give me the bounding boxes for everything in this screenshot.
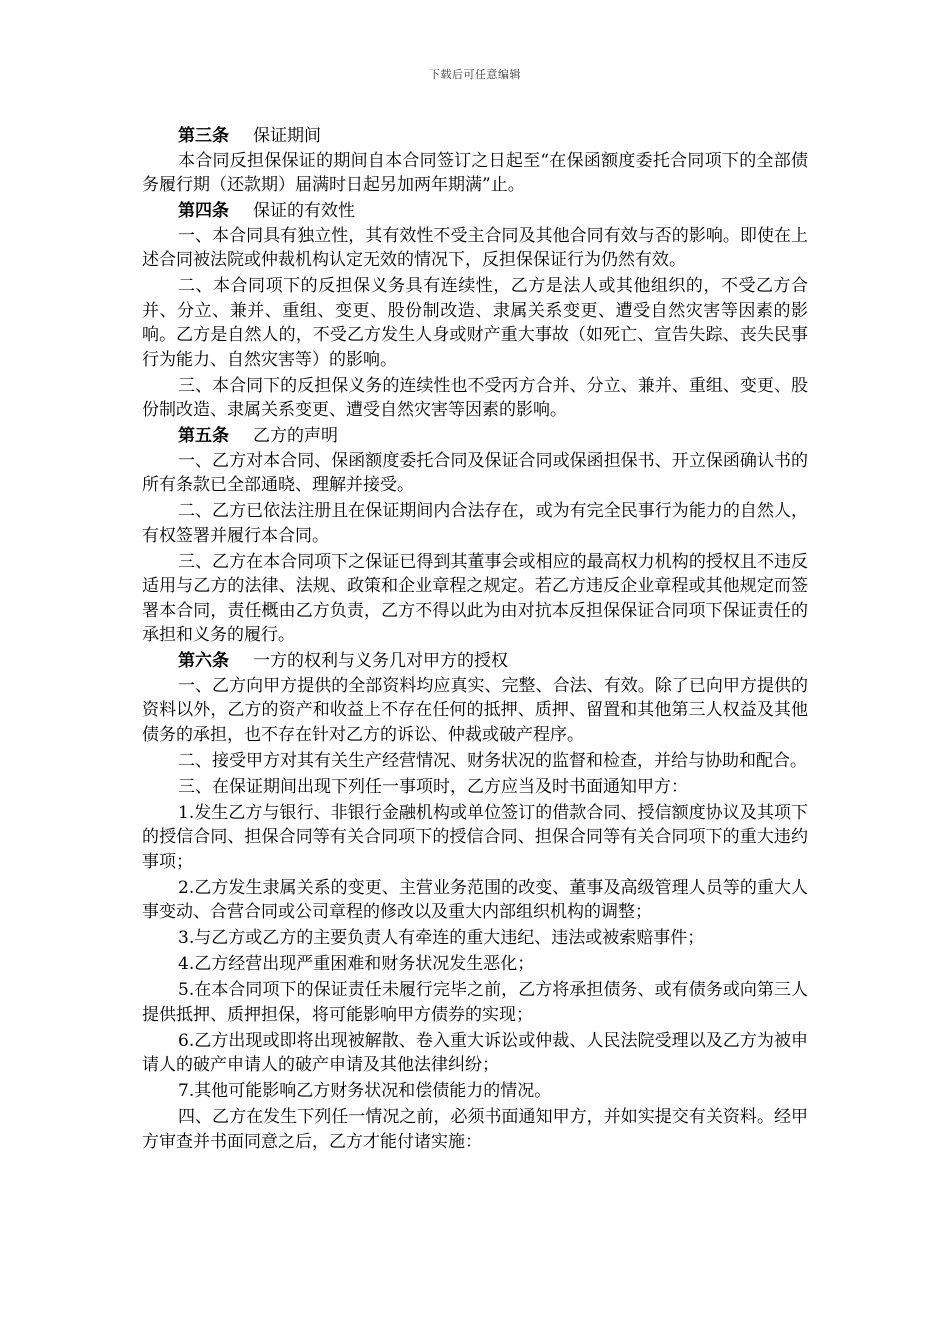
contract-paragraph: 本合同反担保保证的期间自本合同签订之日起至“在保函额度委托合同项下的全部债务履行期（还款期）届满时日起另加两年期满”止。 bbox=[142, 150, 808, 195]
contract-paragraph: 5.在本合同项下的保证责任未履行完毕之前，乙方将承担债务、或有债务或向第三人提供抵押、质押担保，将可能影响甲方债券的实现； bbox=[142, 980, 808, 1025]
article-title: 乙方的声明 bbox=[253, 426, 338, 446]
article-heading bbox=[142, 124, 808, 149]
contract-paragraph: 7.其他可能影响乙方财务状况和偿债能力的情况。 bbox=[178, 1081, 552, 1101]
contract-paragraph: 4.乙方经营出现严重困难和财务状况发生恶化； bbox=[178, 954, 535, 974]
contract-paragraph: 三、乙方在本合同项下之保证已得到其董事会或相应的最高权力机构的授权且不违反适用与乙方的法律、法规、政策和企业章程之规定。若乙方违反企业章程或其他规定而签署本合同，责任概由乙方负责，乙方不得以此为由对抗本反担保保证合同项下保证责任的承担和义务的履行。 bbox=[142, 551, 808, 645]
contract-paragraph: 2.乙方发生隶属关系的变更、主营业务范围的改变、董事及高级管理人员等的重大人事变动、合营合同或公司章程的修改以及重大内部组织机构的调整； bbox=[142, 877, 808, 922]
article-number: 第六条 bbox=[178, 651, 229, 671]
contract-paragraph: 三、本合同下的反担保义务的连续性也不受丙方合并、分立、兼并、重组、变更、股份制改造、隶属关系变更、遭受自然灾害等因素的影响。 bbox=[142, 375, 808, 420]
contract-paragraph: 四、乙方在发生下列任一情况之前，必须书面通知甲方，并如实提交有关资料。经甲方审查并书面同意之后，乙方才能付诸实施： bbox=[142, 1107, 808, 1152]
page-header-note: 下载后可任意编辑 bbox=[429, 68, 521, 81]
contract-paragraph: 一、乙方对本合同、保函额度委托合同及保证合同或保函担保书、开立保函确认书的所有条款已全部通晓、理解并接受。 bbox=[142, 450, 808, 495]
contract-body bbox=[142, 124, 808, 1156]
contract-paragraph: 三、在保证期间出现下列任一事项时，乙方应当及时书面通知甲方： bbox=[178, 776, 688, 797]
article-number: 第四条 bbox=[178, 201, 229, 221]
contract-paragraph: 一、本合同具有独立性，其有效性不受主合同及其他合同有效与否的影响。即使在上述合同被法院或仲裁机构认定无效的情况下，反担保保证行为仍然有效。 bbox=[142, 225, 808, 270]
contract-paragraph: 二、接受甲方对其有关生产经营情况、财务状况的监督和检查，并给与协助和配合。 bbox=[178, 750, 807, 771]
contract-paragraph: 二、乙方已依法注册且在保证期间内合法存在，或为有完全民事行为能力的自然人，有权签署并履行本合同。 bbox=[142, 501, 808, 546]
contract-paragraph: 一、乙方向甲方提供的全部资料均应真实、完整、合法、有效。除了已向甲方提供的资料以外，乙方的资产和收益上不存在任何的抵押、质押、留置和其他第三人权益及其他债务的承担，也不存在针对乙方的诉讼、仲裁或破产程序。 bbox=[142, 675, 808, 745]
article-heading bbox=[142, 424, 808, 449]
contract-paragraph: 3.与乙方或乙方的主要负责人有牵连的重大违纪、违法或被索赔事件； bbox=[178, 928, 705, 948]
article-heading bbox=[142, 199, 808, 224]
article-title: 保证的有效性 bbox=[253, 201, 355, 221]
article-title: 保证期间 bbox=[253, 126, 321, 146]
contract-paragraph: 1.发生乙方与银行、非银行金融机构或单位签订的借款合同、授信额度协议及其项下的授信合同、担保合同等有关合同项下的授信合同、担保合同等有关合同项下的重大违约事项； bbox=[142, 802, 808, 872]
contract-paragraph: 6.乙方出现或即将出现被解散、卷入重大诉讼或仲裁、人民法院受理以及乙方为被申请人的破产申请人的破产申请及其他法律纠纷； bbox=[142, 1030, 808, 1075]
contract-paragraph: 二、本合同项下的反担保义务具有连续性，乙方是法人或其他组织的，不受乙方合并、分立、兼并、重组、变更、股份制改造、隶属关系变更、遭受自然灾害等因素的影响。乙方是自然人的，不受乙方发生人身或财产重大事故（如死亡、宣告失踪、丧失民事行为能力、自然灾害等）的影响。 bbox=[142, 276, 808, 370]
article-title: 一方的权利与义务几对甲方的授权 bbox=[253, 651, 508, 671]
article-number: 第五条 bbox=[178, 426, 229, 446]
article-heading bbox=[142, 649, 808, 674]
article-number: 第三条 bbox=[178, 126, 229, 146]
